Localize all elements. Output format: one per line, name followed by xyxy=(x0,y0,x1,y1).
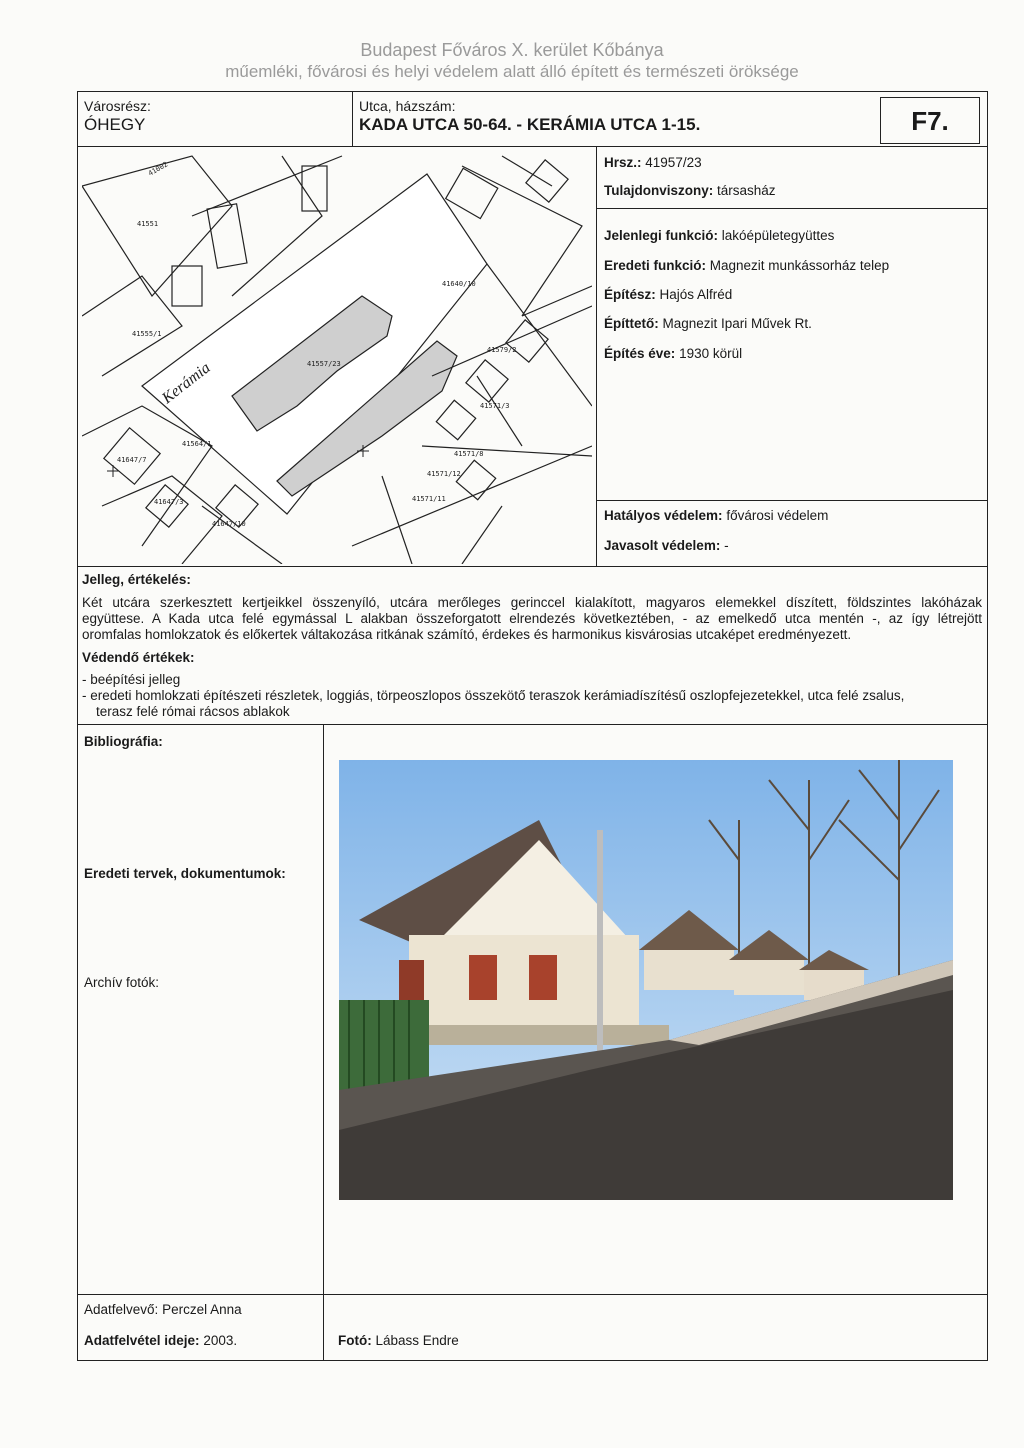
parcel-label: 41571/12 xyxy=(427,470,461,478)
original-function-value: Magnezit munkássorház telep xyxy=(709,258,890,273)
owner-label: Tulajdonviszony: xyxy=(604,183,714,198)
values-item-3: terasz felé római rácsos ablakok xyxy=(96,704,290,719)
original-function-row xyxy=(604,258,889,273)
district-label: Városrész: xyxy=(84,98,151,114)
parcel-label: 41647/10 xyxy=(212,520,246,528)
proposed-protection-row xyxy=(604,538,729,553)
year-row xyxy=(604,346,742,361)
hrsz-value: 41957/23 xyxy=(645,155,702,170)
original-function-label: Eredeti funkció: xyxy=(604,258,707,273)
original-plans-label: Eredeti tervek, dokumentumok: xyxy=(84,866,286,881)
parcel-label: 41640/10 xyxy=(442,280,476,288)
text-bottom-divider xyxy=(77,724,988,725)
photographer-label: Fotó: xyxy=(338,1333,372,1348)
parcel-label: 41571/8 xyxy=(454,450,484,458)
photographer-row xyxy=(338,1333,459,1348)
map-bottom-divider xyxy=(77,566,988,567)
header-col-divider xyxy=(352,91,353,146)
record-date-value: 2003. xyxy=(203,1333,238,1348)
street-photo xyxy=(339,760,953,1200)
character-heading: Jelleg, értékelés: xyxy=(82,572,191,587)
values-item-1: - beépítési jelleg xyxy=(82,672,181,687)
recorder-value: Perczel Anna xyxy=(162,1302,242,1317)
protection-value: fővárosi védelem xyxy=(726,508,829,523)
owner-row xyxy=(604,183,776,198)
photographer-value: Lábass Endre xyxy=(375,1333,459,1348)
proposed-protection-label: Javasolt védelem: xyxy=(604,538,721,553)
record-date-row xyxy=(84,1333,237,1348)
current-function-row xyxy=(604,228,834,243)
parcel-label: 41002 xyxy=(147,160,170,178)
info-col-divider xyxy=(596,146,597,566)
protection-label: Hatályos védelem: xyxy=(604,508,723,523)
bottom-col-divider xyxy=(323,724,324,1361)
recorder-label: Adatfelvevő: xyxy=(84,1302,159,1317)
parcel-label: 41555/1 xyxy=(132,330,162,338)
current-function-value: lakóépületegyüttes xyxy=(721,228,835,243)
character-text-line-3: oromfalas homlokzatok és előkertek váltakozása ritkának számító, érdekes és harmonikus kisvárosias utcaképet eredményezett. xyxy=(82,627,852,642)
sheet-code: F7. xyxy=(880,97,980,144)
document-header-subtitle: műemléki, fővárosi és helyi védelem alatt álló épített és természeti öröksége xyxy=(225,62,799,81)
hrsz-label: Hrsz.: xyxy=(604,155,642,170)
info-divider-1 xyxy=(596,208,988,209)
district-value: ÓHEGY xyxy=(84,115,146,134)
footer-divider xyxy=(77,1294,988,1295)
parcel-label: 41551 xyxy=(137,220,159,228)
builder-label: Építtető: xyxy=(604,316,659,331)
recorder-row xyxy=(84,1302,242,1317)
document-header-title: Budapest Főváros X. kerület Kőbánya xyxy=(360,40,664,60)
parcel-label: 41571/11 xyxy=(412,495,446,503)
owner-value: társasház xyxy=(717,183,776,198)
architect-label: Építész: xyxy=(604,287,656,302)
hrsz-row xyxy=(604,155,702,170)
proposed-protection-value: - xyxy=(724,538,729,553)
architect-value: Hajós Alfréd xyxy=(659,287,733,302)
parcel-label: 41647/3 xyxy=(154,498,184,506)
info-divider-2 xyxy=(596,500,988,501)
parcel-label: 41571/3 xyxy=(480,402,510,410)
character-text-line-2: együttese. A Kada utca felé egymással L alakban összeforgatott elrendezés következtében, - az emelkedő utca mentén -, az így létrejött xyxy=(82,611,982,626)
bibliography-label: Bibliográfia: xyxy=(84,734,163,749)
parcel-label: 41564/1 xyxy=(182,440,212,448)
current-function-label: Jelenlegi funkció: xyxy=(604,228,719,243)
values-heading: Védendő értékek: xyxy=(82,650,195,665)
builder-row xyxy=(604,316,812,331)
street-label: Utca, házszám: xyxy=(359,98,456,114)
builder-value: Magnezit Ipari Művek Rt. xyxy=(662,316,812,331)
map-street-label: Kerámia xyxy=(158,359,214,408)
parcel-label: 41557/23 xyxy=(307,360,341,368)
parcel-label: 41579/2 xyxy=(487,346,517,354)
street-value: KADA UTCA 50-64. - KERÁMIA UTCA 1-15. xyxy=(359,115,701,134)
year-value: 1930 körül xyxy=(679,346,743,361)
protection-row xyxy=(604,508,828,523)
character-text-line-1: Két utcára szerkesztett kertjeikkel összenyíló, utcára merőleges gerinccel kialakított, magyaros elemekkel díszített, földszintes lakóházak xyxy=(82,595,982,610)
values-item-2: - eredeti homlokzati építészeti részletek, loggiás, törpeoszlopos összekötő teraszok kerámiadíszítésű oszlopfejezetekkel, utca felé zsalus, xyxy=(82,688,905,703)
architect-row xyxy=(604,287,732,302)
cadastral-map xyxy=(82,146,592,564)
parcel-label: 41647/7 xyxy=(117,456,147,464)
year-label: Építés éve: xyxy=(604,346,676,361)
archive-photos-label: Archív fotók: xyxy=(84,975,160,990)
record-date-label: Adatfelvétel ideje: xyxy=(84,1333,200,1348)
